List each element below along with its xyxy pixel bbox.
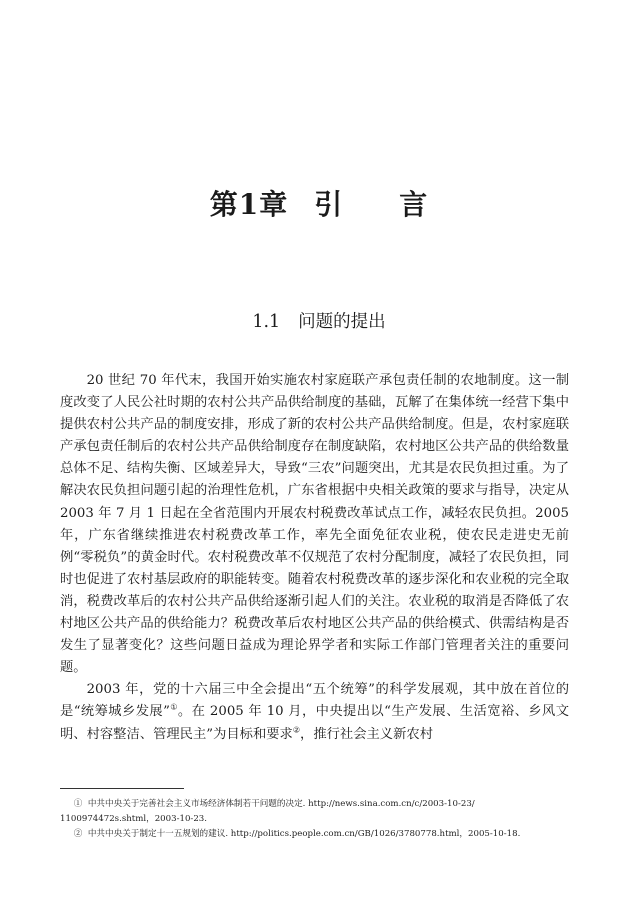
footnotes — [60, 797, 569, 842]
chapter-title — [0, 183, 638, 223]
footnote-ref-1[interactable]: ① — [169, 702, 178, 712]
paragraph-2 — [60, 679, 569, 745]
footnote-1-text: 中共中央关于完善社会主义市场经济体制若干问题的决定. http://news.sina.com.cn/c/2003-10-23/ — [87, 799, 475, 809]
footnote-divider — [60, 788, 184, 789]
chapter-label-post: 章 — [259, 188, 289, 221]
footnote-1 — [60, 797, 569, 812]
paragraph-2-part-a: 2003 年，党的十六届三中全会提出“五个统筹”的科学发展观，其中放在首位的是“统筹城乡发展” — [60, 682, 569, 720]
section-number: 1.1 — [252, 312, 281, 332]
body-text — [60, 370, 569, 746]
section-heading — [0, 308, 638, 333]
footnote-2 — [60, 827, 569, 842]
footnote-2-marker: ② — [73, 829, 83, 839]
chapter-label-pre: 第 — [209, 188, 239, 221]
footnote-2-text: 中共中央关于制定十一五规划的建议. http://politics.people.com.cn/GB/1026/3780778.html，2005-10-18. — [87, 829, 521, 839]
paragraph-2-part-c: ，推行社会主义新农村 — [300, 726, 433, 742]
footnote-1-marker: ① — [73, 799, 83, 809]
footnote-ref-2[interactable]: ② — [292, 725, 301, 735]
chapter-number: 1 — [238, 188, 260, 221]
chapter-title-char-1: 引 — [314, 188, 344, 221]
paragraph-2-part-b: 。在 2005 年 10 月，中央提出以“生产发展、生活宽裕、乡风文明、村容整洁、管理民主”为目标和要求 — [60, 704, 569, 742]
footnote-1-continuation: 1100974472s.shtml，2003-10-23. — [60, 814, 207, 824]
chapter-title-char-2: 言 — [399, 188, 429, 221]
paragraph-1: 20 世纪 70 年代末，我国开始实施农村家庭联产承包责任制的农地制度。这一制度改变了人民公社时期的农村公共产品供给制度的基础，瓦解了在集体统一经营下集中提供农村公共产品的制度安排，形成了新的农村公共产品供给制度。但是，农村家庭联产承包责任制后的农村公共产品供给制度存在制度缺陷，农村地区公共产品的供给数量总体不足、结构失衡、区域差异大，导致“三农”问题突出，尤其是农民负担过重。为了解决农民负担问题引起的治理性危机，广东省根据中央相关政策的要求与指导，决定从 2003 年 7 月 1 日起在全省范围内开展农村税费改革试点工作，减轻农民负担。2005 年，广东省继续推进农村税费改革工作，率先全面免征农业税，使农民走进史无前例“零税负”的黄金时代。农村税费改革不仅规范了农村分配制度，减轻了农民负担，同时也促进了农村基层政府的职能转变。随着农村税费改革的逐步深化和农业税的完全取消，税费改革后的农村公共产品供给逐渐引起人们的关注。农业税的取消是否降低了农村地区公共产品的供给能力？税费改革后农村地区公共产品的供给模式、供需结构是否发生了显著变化？这些问题日益成为理论界学者和实际工作部门管理者关注的重要问题。 — [60, 373, 569, 676]
section-title: 问题的提出 — [298, 312, 386, 332]
